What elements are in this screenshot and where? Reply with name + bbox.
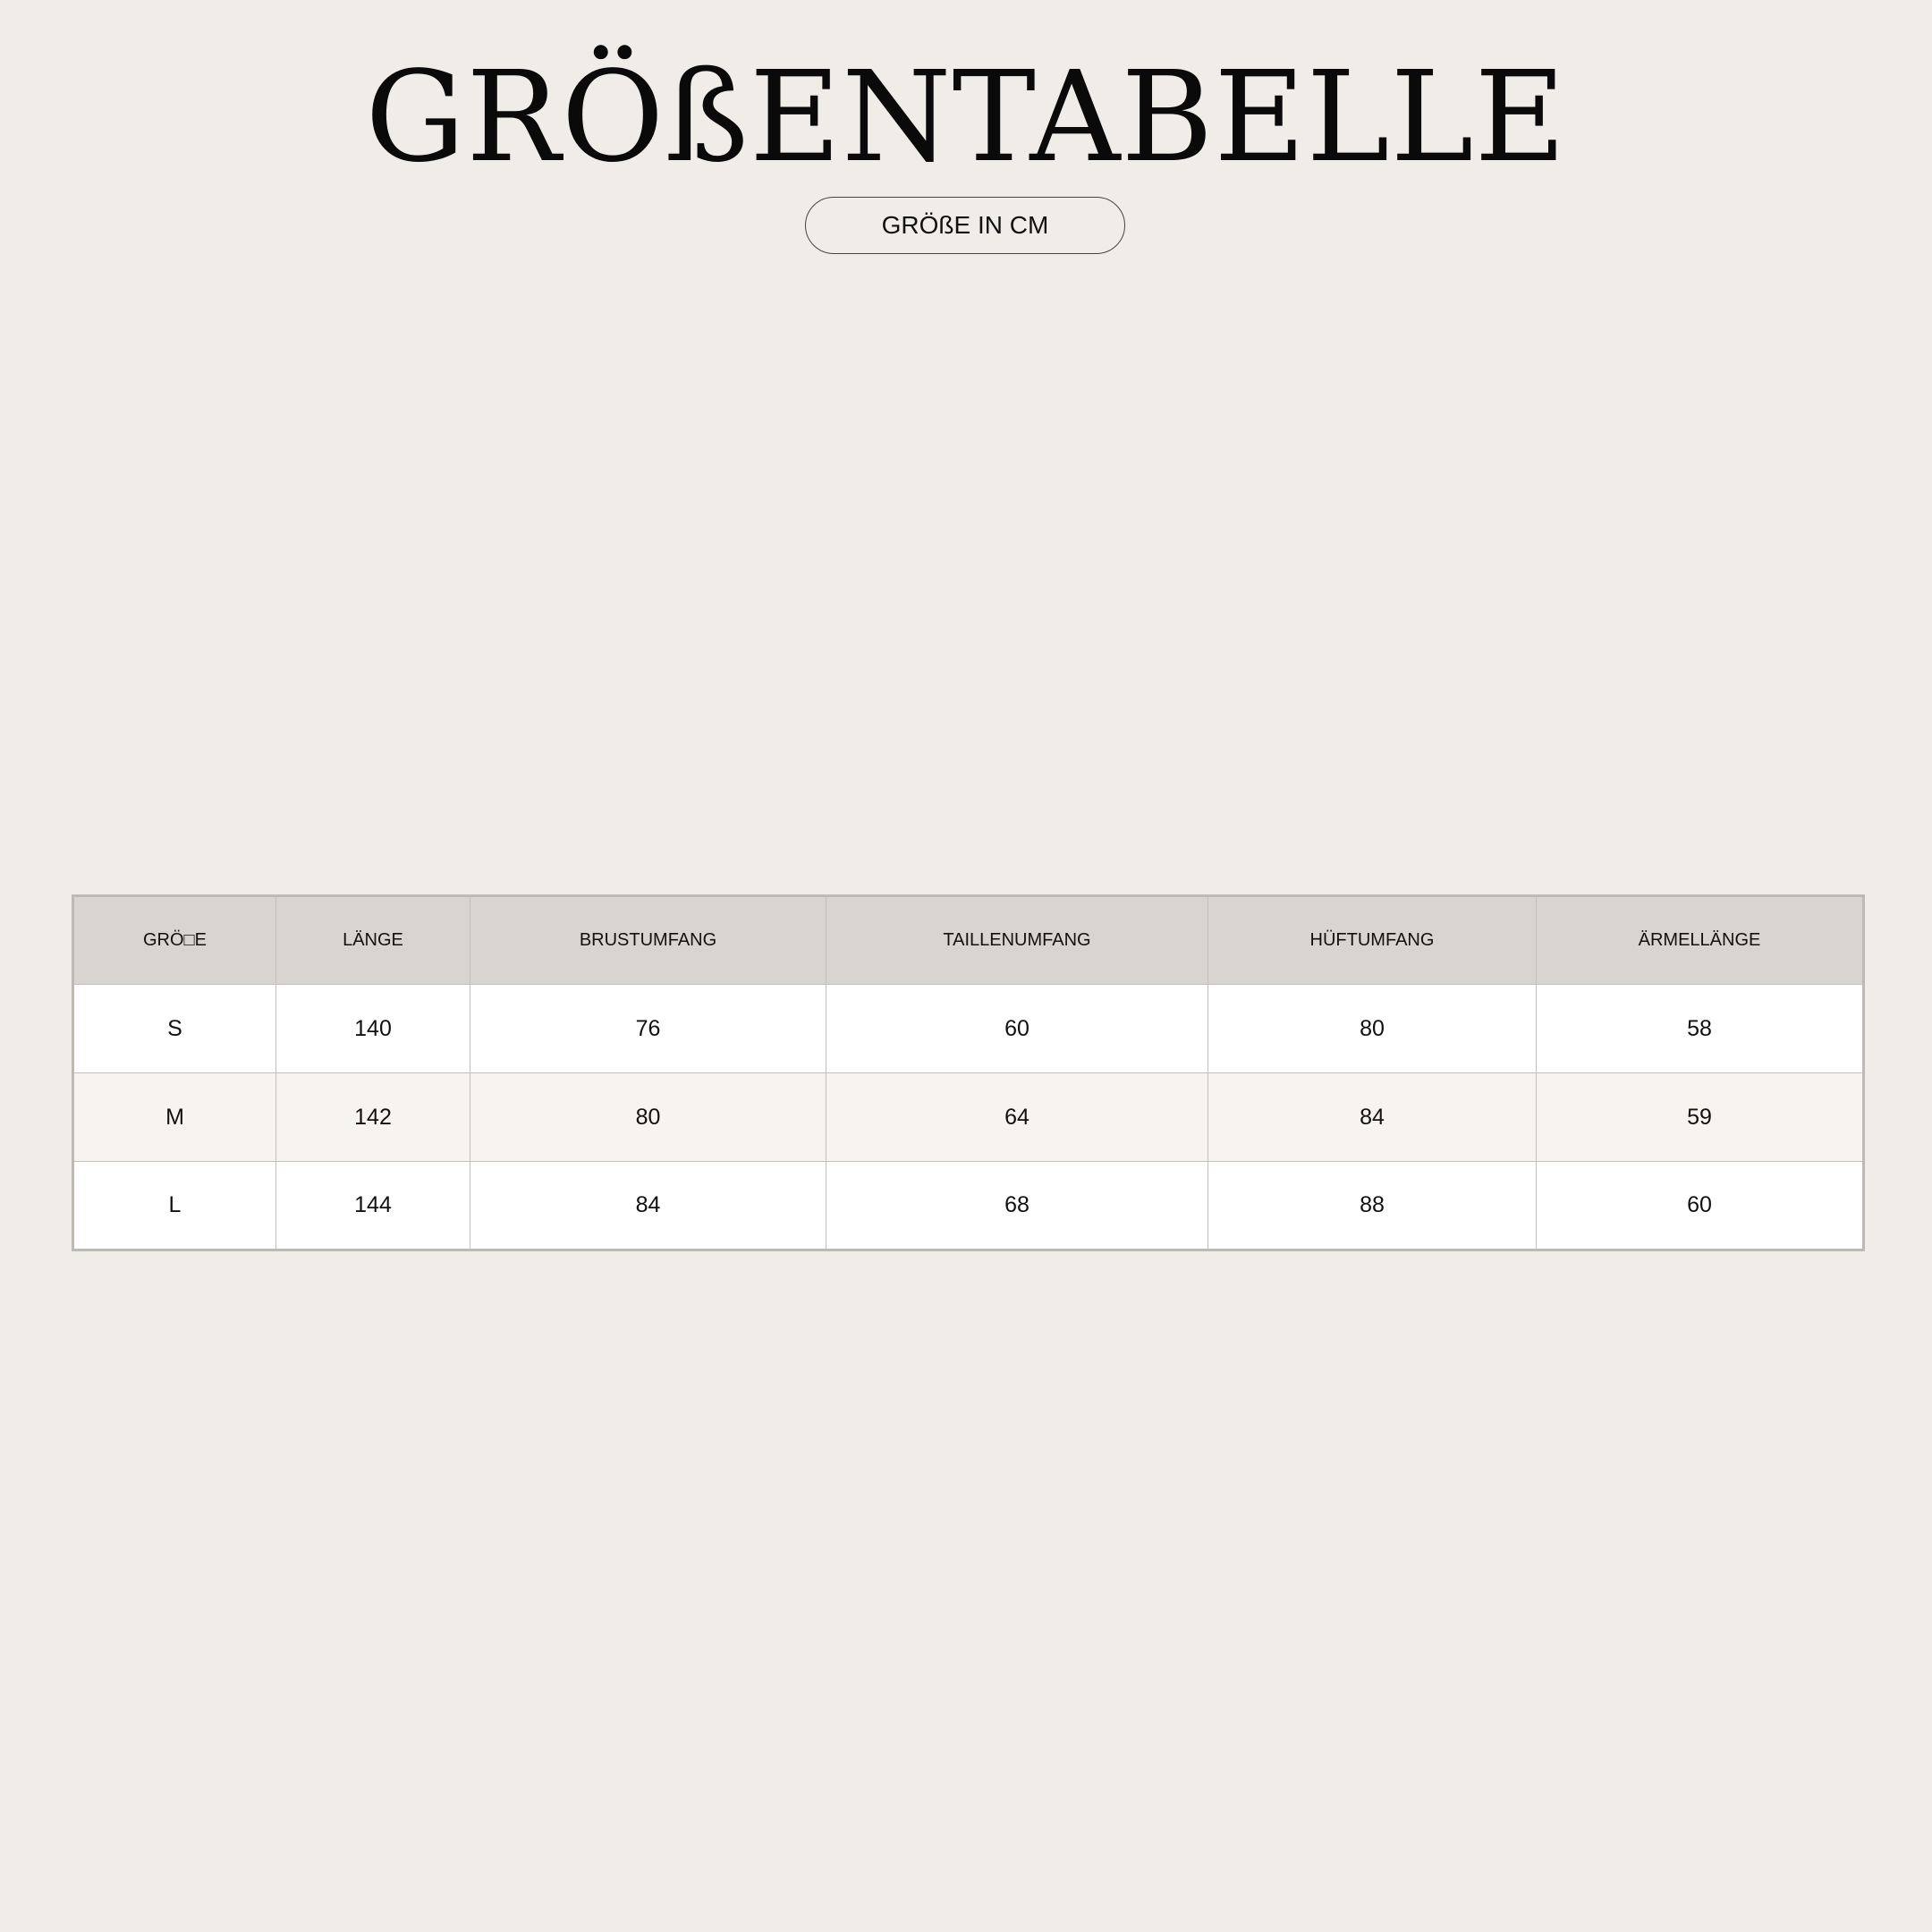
size-table [72,894,1865,1251]
table-row [73,985,1864,1073]
table-cell: 60 [826,985,1208,1073]
table-cell: 76 [470,985,826,1073]
table-header-row [73,896,1864,985]
table-cell: M [73,1073,276,1162]
column-header-sleeve: ÄRMELLÄNGE [1537,896,1864,985]
table-cell: 80 [470,1073,826,1162]
table-cell: 59 [1537,1073,1864,1162]
table-cell: 142 [276,1073,470,1162]
column-header-size: GRÖ□E [73,896,276,985]
table-cell: 84 [470,1162,826,1250]
column-header-chest: BRUSTUMFANG [470,896,826,985]
table-cell: 88 [1208,1162,1537,1250]
table-cell: 68 [826,1162,1208,1250]
table-cell: 144 [276,1162,470,1250]
column-header-hip: HÜFTUMFANG [1208,896,1537,985]
table-cell: 80 [1208,985,1537,1073]
unit-badge-label: GRÖßE IN CM [881,211,1049,239]
table-cell: 60 [1537,1162,1864,1250]
table-cell: 58 [1537,985,1864,1073]
table-row [73,1162,1864,1250]
table-cell: 84 [1208,1073,1537,1162]
column-header-waist: TAILLENUMFANG [826,896,1208,985]
column-header-length: LÄNGE [276,896,470,985]
page-title: GRÖßENTABELLE [365,45,1567,191]
table-cell: 64 [826,1073,1208,1162]
table-cell: S [73,985,276,1073]
table-cell: L [73,1162,276,1250]
unit-badge [805,197,1125,254]
table-row [73,1073,1864,1162]
table-cell: 140 [276,985,470,1073]
